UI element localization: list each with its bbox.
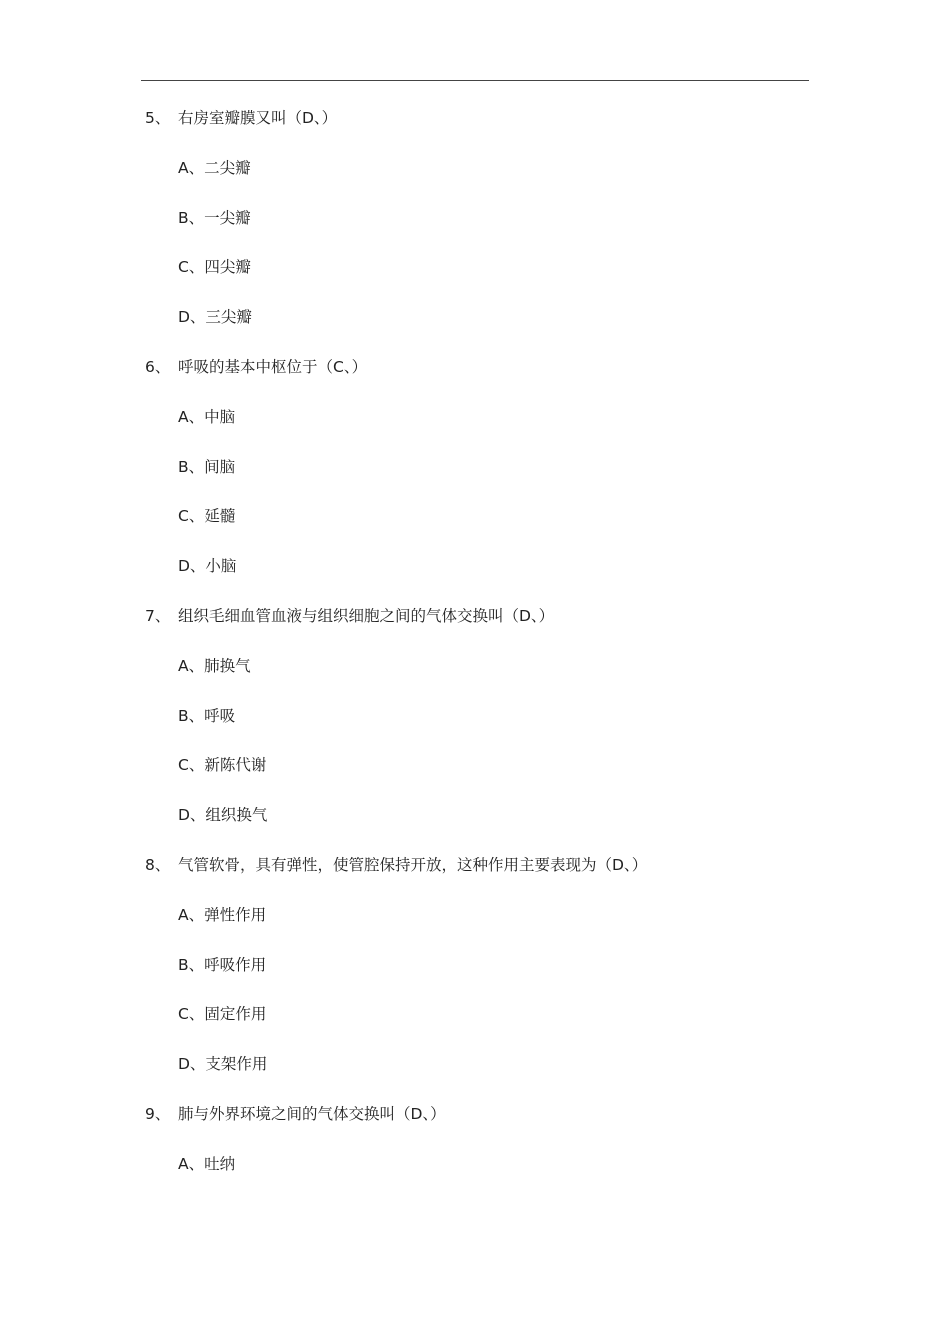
question-number: 9、 bbox=[145, 1104, 171, 1123]
question-text: 呼吸的基本中枢位于（C、） bbox=[178, 357, 368, 376]
option-6-d: D、小脑 bbox=[178, 557, 237, 576]
option-5-d: D、三尖瓣 bbox=[178, 308, 252, 327]
option-8-d: D、支架作用 bbox=[178, 1055, 268, 1074]
option-6-a: A、中脑 bbox=[178, 407, 236, 426]
question-5 bbox=[0, 104, 950, 154]
question-8 bbox=[0, 851, 950, 901]
option-7-d: D、组织换气 bbox=[178, 806, 268, 825]
question-9 bbox=[0, 1100, 950, 1150]
question-number: 5、 bbox=[145, 109, 171, 127]
question-text: 肺与外界环境之间的气体交换叫（D、） bbox=[178, 1104, 446, 1123]
option-8-a: A、弹性作用 bbox=[178, 905, 267, 924]
option-9-a: A、吐纳 bbox=[178, 1154, 236, 1173]
header-rule bbox=[141, 80, 809, 81]
option-5-c: C、四尖瓣 bbox=[178, 258, 251, 277]
option-8-b: B、呼吸作用 bbox=[178, 955, 267, 974]
question-number: 7、 bbox=[145, 606, 171, 625]
question-list bbox=[0, 104, 950, 1200]
question-number: 6、 bbox=[145, 357, 171, 376]
question-number: 8、 bbox=[145, 855, 171, 874]
option-6-b: B、间脑 bbox=[178, 457, 236, 476]
question-text: 组织毛细血管血液与组织细胞之间的气体交换叫（D、） bbox=[178, 606, 555, 625]
option-8-c: C、固定作用 bbox=[178, 1005, 267, 1024]
question-7 bbox=[0, 602, 950, 652]
question-6 bbox=[0, 353, 950, 403]
option-6-c: C、延髓 bbox=[178, 507, 236, 526]
option-7-a: A、肺换气 bbox=[178, 656, 251, 675]
option-7-b: B、呼吸 bbox=[178, 706, 236, 725]
question-text: 气管软骨，具有弹性，使管腔保持开放，这种作用主要表现为（D、） bbox=[178, 855, 648, 874]
option-7-c: C、新陈代谢 bbox=[178, 756, 267, 775]
question-text: 右房室瓣膜又叫（D、） bbox=[178, 109, 338, 127]
option-5-a: A、二尖瓣 bbox=[178, 158, 251, 177]
option-5-b: B、一尖瓣 bbox=[178, 208, 251, 227]
